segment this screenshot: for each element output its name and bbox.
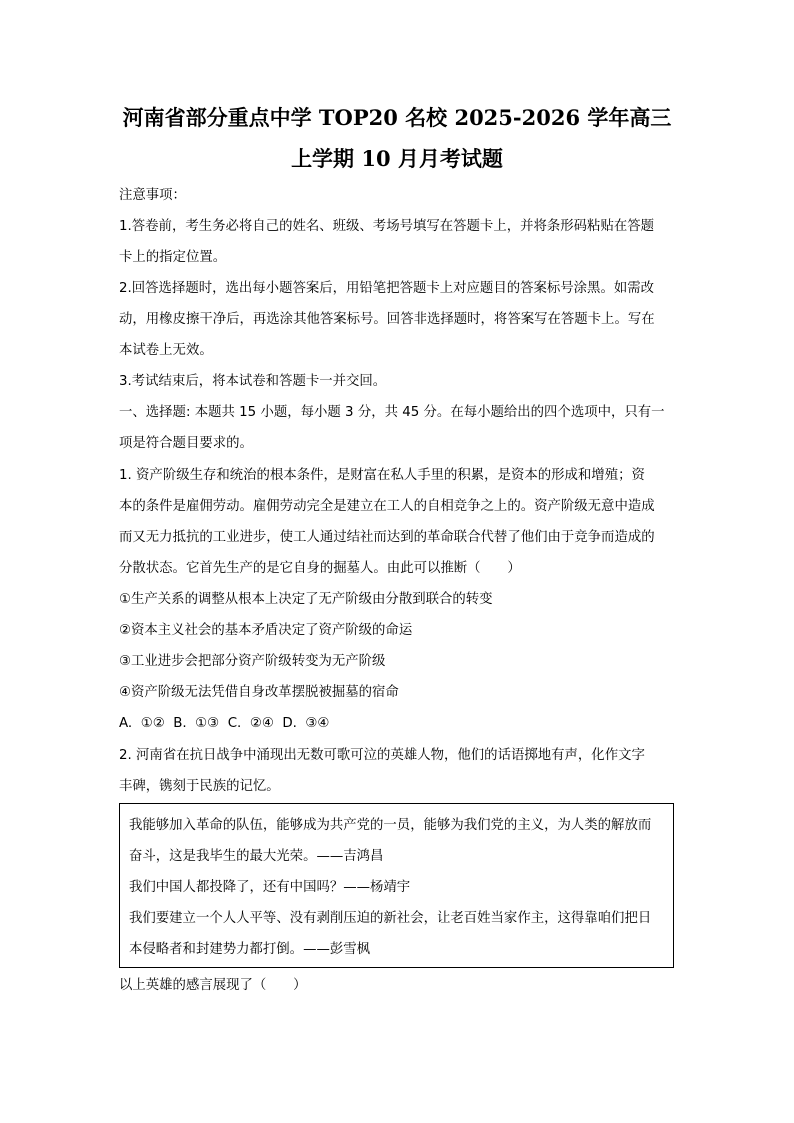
- exam-title-line-2: 上学期 10 月月考试题: [291, 146, 503, 171]
- exam-title-line-1: 河南省部分重点中学 TOP20 名校 2025-2026 学年高三: [122, 105, 672, 130]
- section-instruction-line: 一、选择题: 本题共 15 小题，每小题 3 分，共 45 分。在每小题给出的四个选项中，只有一: [119, 405, 665, 420]
- question-1-stem-line: 而又无力抵抗的工业进步，使工人通过结社而达到的革命联合代替了他们由于竞争而造成的: [119, 530, 655, 545]
- question-1-statement: ②资本主义社会的基本矛盾决定了资产阶级的命运: [119, 623, 413, 638]
- notice-line: 1.答卷前，考生务必将自己的姓名、班级、考场号填写在答题卡上，并将条形码粘贴在答题: [119, 219, 655, 234]
- question-1-stem-line: 本的条件是雇佣劳动。雇佣劳动完全是建立在工人的自相竞争之上的。资产阶级无意中造成: [119, 499, 655, 514]
- notice-line: 2.回答选择题时，选出每小题答案后，用铅笔把答题卡上对应题目的答案标号涂黑。如需改: [119, 281, 655, 296]
- question-1-stem-line: 分散状态。它首先生产的是它自身的掘墓人。由此可以推断（ ）: [119, 561, 521, 576]
- notice-line: 卡上的指定位置。: [119, 250, 227, 265]
- question-2-stem-end: 以上英雄的感言展现了（ ）: [119, 978, 307, 993]
- quote-line: 我们中国人都投降了，还有中国吗？——杨靖宇: [129, 880, 411, 895]
- notice-line: 动，用橡皮擦干净后，再选涂其他答案标号。回答非选择题时，将答案写在答题卡上。写在: [119, 312, 655, 327]
- quote-line: 我能够加入革命的队伍，能够成为共产党的一员，能够为我们党的主义，为人类的解放而: [129, 818, 652, 833]
- question-1-stem-line: 1. 资产阶级生存和统治的根本条件，是财富在私人手里的积累，是资本的形成和增殖；资: [119, 468, 645, 483]
- question-1-statement: ①生产关系的调整从根本上决定了无产阶级由分散到联合的转变: [119, 592, 493, 607]
- question-1-statement: ③工业进步会把部分资产阶级转变为无产阶级: [119, 654, 386, 669]
- notice-line: 3.考试结束后，将本试卷和答题卡一并交回。: [119, 374, 387, 389]
- question-1-statement: ④资产阶级无法凭借自身改革摆脱被掘墓的宿命: [119, 685, 399, 700]
- quote-line: 我们要建立一个人人平等、没有剥削压迫的新社会，让老百姓当家作主，这得靠咱们把日: [129, 911, 652, 926]
- quote-line: 本侵略者和封建势力都打倒。——彭雪枫: [129, 942, 371, 957]
- question-2-stem-line: 2. 河南省在抗日战争中涌现出无数可歌可泣的英雄人物，他们的话语掷地有声，化作文字: [119, 748, 645, 763]
- quote-line: 奋斗，这是我毕生的最大光荣。——吉鸿昌: [129, 849, 384, 864]
- notice-line: 本试卷上无效。: [119, 343, 213, 358]
- hero-quotes-box: [119, 803, 674, 968]
- notice-heading: 注意事项：: [119, 188, 186, 203]
- question-2-stem-line: 丰碑，镌刻于民族的记忆。: [119, 779, 280, 794]
- section-instruction-line: 项是符合题目要求的。: [119, 436, 253, 451]
- question-1-choices: A. ①② B. ①③ C. ②④ D. ③④: [119, 716, 330, 731]
